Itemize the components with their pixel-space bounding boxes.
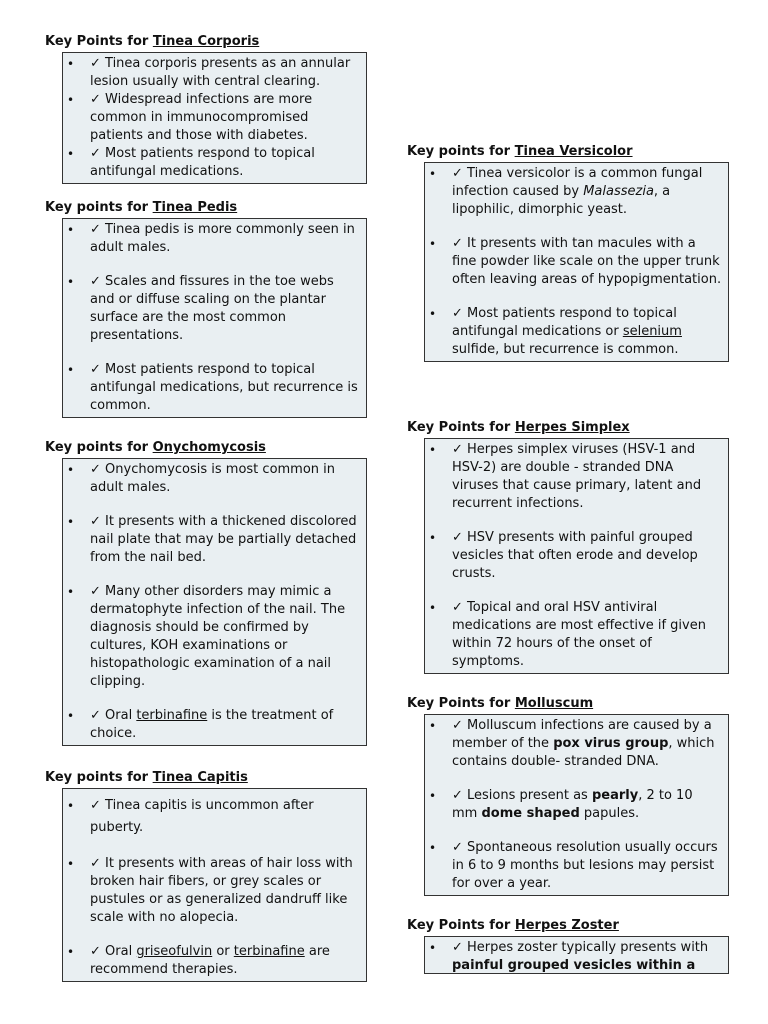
- heading-herpes-simplex: Key Points for Herpes Simplex: [407, 420, 630, 435]
- list-item: • ✓ It presents with a thickened discolored nail plate that may be partially detached from the nail bed.: [90, 513, 360, 567]
- heading-tinea-pedis: Key points for Tinea Pedis: [45, 200, 238, 215]
- list-item: • ✓ It presents with areas of hair loss with broken hair fibers, or grey scales or pustules or as generalized dandruff like scale with no alopecia.: [90, 855, 360, 927]
- section-herpes-simplex: [407, 420, 729, 674]
- key-points-box: [62, 458, 367, 746]
- key-points-box: [62, 218, 367, 418]
- section-tinea-pedis: [45, 200, 367, 418]
- list-item: • ✓ It presents with tan macules with a fine powder like scale on the upper trunk often leaving areas of hypopigmentation.: [452, 235, 722, 289]
- list-item: • ✓ Most patients respond to topical antifungal medications.: [90, 145, 360, 181]
- drug-griseofulvin: griseofulvin: [136, 944, 213, 959]
- list-item: • ✓ Oral griseofulvin or terbinafine are recommend therapies.: [90, 943, 360, 979]
- list-item: • ✓ Most patients respond to topical antifungal medications, but recurrence is common.: [90, 361, 360, 415]
- list-item: • ✓ Tinea capitis is uncommon after puberty.: [90, 795, 360, 839]
- section-herpes-zoster: [407, 918, 729, 974]
- list-item: • ✓ Widespread infections are more common in immunocompromised patients and those with diabetes.: [90, 91, 360, 145]
- list-item: • ✓ Herpes zoster typically presents with painful grouped vesicles within a: [452, 939, 722, 974]
- list-item: • ✓ Scales and fissures in the toe webs and or diffuse scaling on the plantar surface are the most common presentations.: [90, 273, 360, 345]
- heading-term-onychomycosis: Onychomycosis: [152, 440, 266, 455]
- list-item: • ✓ Lesions present as pearly, 2 to 10 mm dome shaped papules.: [452, 787, 722, 823]
- heading-term-tinea-versicolor: Tinea Versicolor: [514, 144, 633, 159]
- section-tinea-corporis: [45, 34, 367, 184]
- heading-molluscum: Key Points for Molluscum: [407, 696, 594, 711]
- section-tinea-versicolor: [407, 144, 729, 362]
- list-item: • ✓ Molluscum infections are caused by a member of the pox virus group, which contains double- stranded DNA.: [452, 717, 722, 771]
- heading-herpes-zoster: Key Points for Herpes Zoster: [407, 918, 619, 933]
- drug-terbinafine: terbinafine: [233, 944, 305, 959]
- heading-term-herpes-zoster: Herpes Zoster: [514, 918, 619, 933]
- heading-tinea-corporis: Key Points for Tinea Corporis: [45, 34, 260, 49]
- heading-term-tinea-pedis: Tinea Pedis: [152, 200, 238, 215]
- list-item: • ✓ Herpes simplex viruses (HSV-1 and HSV-2) are double - stranded DNA viruses that cause primary, latent and recurrent infections.: [452, 441, 722, 513]
- heading-term-tinea-capitis: Tinea Capitis: [152, 770, 248, 785]
- organism-name: Malassezia: [583, 184, 654, 199]
- heading-tinea-capitis: Key points for Tinea Capitis: [45, 770, 248, 785]
- heading-term-herpes-simplex: Herpes Simplex: [514, 420, 630, 435]
- list-item: • ✓ HSV presents with painful grouped vesicles that often erode and develop crusts.: [452, 529, 722, 583]
- key-points-box: [424, 936, 729, 974]
- list-item: • ✓ Tinea pedis is more commonly seen in adult males.: [90, 221, 360, 257]
- drug-selenium: selenium: [622, 324, 682, 339]
- section-onychomycosis: [45, 440, 367, 746]
- list-item: • ✓ Most patients respond to topical antifungal medications or selenium sulfide, but recurrence is common.: [452, 305, 722, 359]
- list-item: • ✓ Spontaneous resolution usually occurs in 6 to 9 months but lesions may persist for over a year.: [452, 839, 722, 893]
- section-molluscum: [407, 696, 729, 896]
- section-tinea-capitis: [45, 770, 367, 982]
- heading-term-tinea-corporis: Tinea Corporis: [152, 34, 260, 49]
- key-points-box: [424, 162, 729, 362]
- list-item: • ✓ Tinea corporis presents as an annular lesion usually with central clearing.: [90, 55, 360, 91]
- key-points-box: [424, 438, 729, 674]
- list-item: • ✓ Onychomycosis is most common in adult males.: [90, 461, 360, 497]
- key-points-box: [62, 788, 367, 982]
- list-item: • ✓ Tinea versicolor is a common fungal infection caused by Malassezia, a lipophilic, dimorphic yeast.: [452, 165, 722, 219]
- list-item: • ✓ Oral terbinafine is the treatment of choice.: [90, 707, 360, 743]
- key-points-box: [62, 52, 367, 184]
- key-points-box: [424, 714, 729, 896]
- drug-terbinafine: terbinafine: [136, 708, 208, 723]
- heading-tinea-versicolor: Key points for Tinea Versicolor: [407, 144, 633, 159]
- list-item: • ✓ Many other disorders may mimic a dermatophyte infection of the nail. The diagnosis should be confirmed by cultures, KOH examinations or histopathologic examination of a nail clipping.: [90, 583, 360, 691]
- heading-term-molluscum: Molluscum: [514, 696, 594, 711]
- heading-onychomycosis: Key points for Onychomycosis: [45, 440, 266, 455]
- list-item: • ✓ Topical and oral HSV antiviral medications are most effective if given within 72 hours of the onset of symptoms.: [452, 599, 722, 671]
